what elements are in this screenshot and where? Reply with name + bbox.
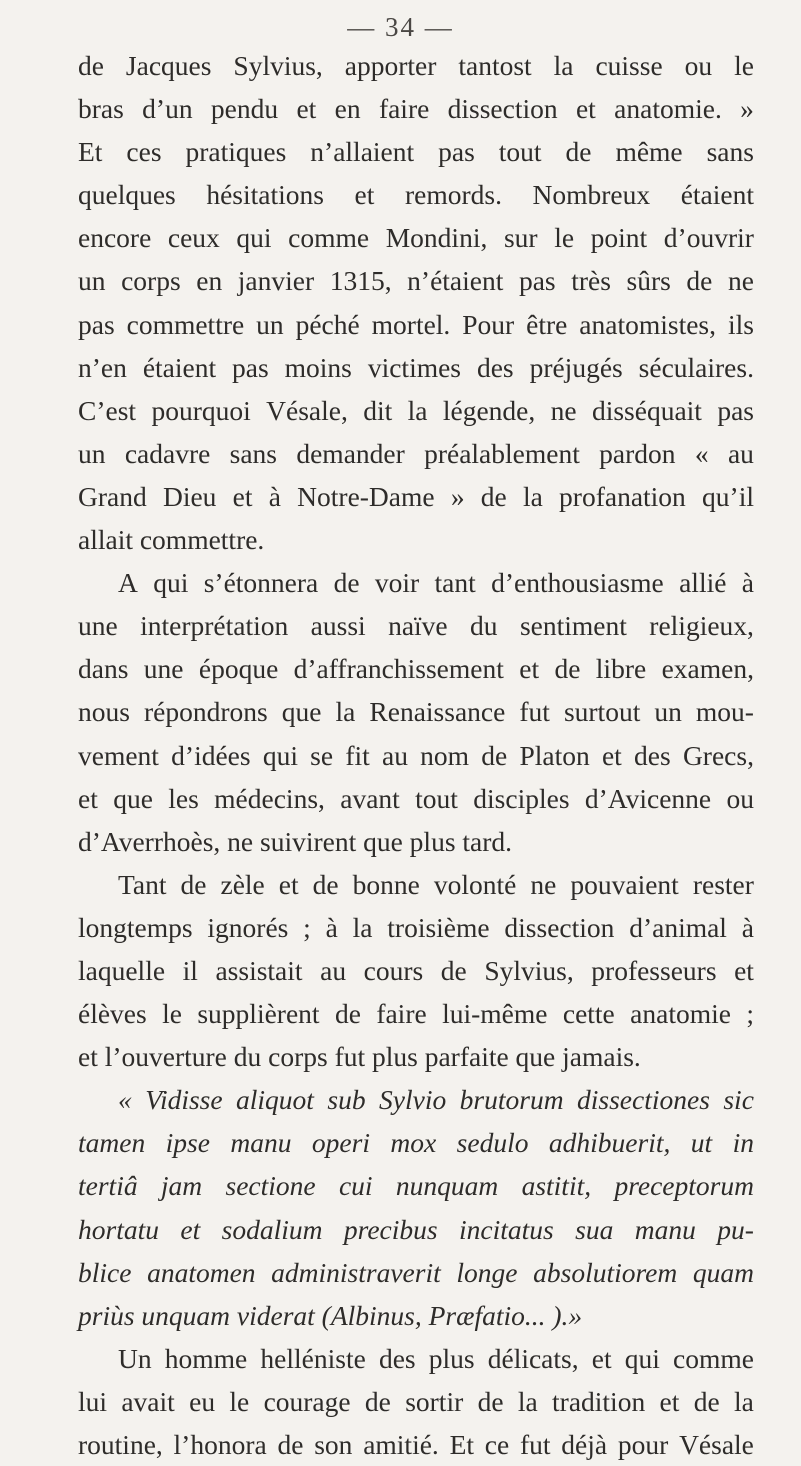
text-line: [78, 1208, 754, 1251]
word: blice: [78, 1256, 132, 1288]
word: longtemps: [78, 911, 193, 943]
word: Tant: [118, 868, 167, 900]
word: de: [686, 265, 713, 297]
word: manu: [230, 1127, 292, 1159]
word: cadavre: [124, 437, 211, 469]
word: étaient: [680, 179, 754, 211]
word: sua: [575, 1213, 614, 1245]
body-text: [78, 44, 754, 1466]
word: janvier: [237, 265, 315, 297]
word: apporter: [344, 50, 437, 81]
word: allié: [679, 567, 727, 599]
word: Platon: [519, 739, 590, 771]
word: bonne: [352, 868, 420, 900]
word: et: [296, 93, 317, 125]
word: astitit,: [521, 1170, 592, 1202]
word: anatomie: [630, 998, 731, 1030]
word: sedulo: [456, 1127, 529, 1159]
word: sub: [327, 1084, 366, 1116]
text-line: [78, 303, 754, 346]
word: quam: [692, 1256, 754, 1288]
word: Pour: [462, 308, 515, 340]
word: nous: [78, 696, 130, 728]
word: lui: [78, 1385, 108, 1417]
word: de: [440, 954, 467, 986]
word: préjugés: [529, 351, 623, 383]
word: légende,: [442, 394, 536, 426]
word: qui: [236, 222, 272, 254]
word: une: [143, 653, 184, 685]
text-line: priùs unquam viderat (Albinus, Præfatio... ).»: [78, 1299, 583, 1331]
word: Sylvio: [379, 1084, 447, 1116]
word: aussi: [310, 610, 366, 642]
text-line: [78, 1164, 754, 1207]
word: Vidisse: [145, 1084, 223, 1116]
word: étaient: [142, 351, 217, 383]
text-line: [78, 561, 754, 604]
word: de: [277, 1429, 304, 1460]
text-line: [78, 44, 754, 87]
word: interprétation: [140, 610, 289, 642]
word: «: [694, 437, 709, 469]
word: d’ouvrir: [663, 222, 754, 254]
word: et: [601, 739, 622, 771]
word: Jacques: [125, 50, 212, 81]
word: incitatus: [459, 1213, 554, 1245]
word: preceptorum: [614, 1170, 754, 1202]
word: Notre-Dame: [297, 480, 435, 512]
word: de: [565, 136, 592, 168]
word: de: [312, 868, 339, 900]
word: dit: [363, 394, 393, 426]
word: une: [78, 610, 118, 642]
word: manu: [634, 1213, 696, 1245]
text-line: [78, 475, 754, 518]
word: de: [180, 868, 207, 900]
word: élèves: [78, 998, 147, 1030]
word: examen,: [661, 653, 754, 685]
word: Grecs,: [682, 739, 754, 771]
word: Renaissance: [369, 696, 506, 728]
word: pourquoi: [151, 394, 251, 426]
word: au: [727, 437, 754, 469]
word: in: [732, 1127, 754, 1159]
word: d’enthousiasme: [491, 567, 664, 599]
word: brutorum: [459, 1084, 564, 1116]
word: Grand: [78, 480, 147, 512]
word: volonté: [433, 868, 517, 900]
word: ces: [126, 136, 162, 168]
word: et: [180, 1213, 201, 1245]
word: la: [335, 696, 356, 728]
word: d’affranchissement: [293, 653, 504, 685]
text-line: [78, 87, 754, 130]
word: ne: [550, 394, 577, 426]
word: pu-: [717, 1213, 754, 1245]
word: la: [517, 1385, 538, 1417]
word: fut: [519, 1429, 551, 1460]
word: laquelle: [78, 954, 166, 986]
word: et: [232, 480, 253, 512]
word: tout: [498, 136, 542, 168]
word: victimes: [367, 351, 462, 383]
word: anatomie.: [614, 93, 722, 125]
word: ce: [484, 1429, 510, 1460]
word: de: [693, 1385, 720, 1417]
word: répondrons: [143, 696, 268, 728]
word: s’étonnera: [203, 567, 319, 599]
word: corps: [121, 265, 181, 297]
word: un: [256, 308, 284, 340]
word: l’honora: [173, 1429, 267, 1460]
word: préalablement: [424, 437, 580, 469]
word: de: [554, 653, 581, 685]
text-line: [78, 1121, 754, 1164]
word: adhibuerit,: [548, 1127, 671, 1159]
word: de: [334, 998, 361, 1030]
word: la: [407, 394, 428, 426]
word: naïve: [388, 610, 448, 642]
word: avait: [121, 1385, 175, 1417]
word: et: [659, 1385, 680, 1417]
word: quelques: [78, 179, 176, 211]
word: professeurs: [591, 954, 717, 986]
word: ceux: [167, 222, 220, 254]
text-line: [78, 432, 754, 475]
word: homme: [164, 1342, 248, 1374]
word: être: [526, 308, 568, 340]
word: pour: [617, 1429, 669, 1460]
word: de: [333, 567, 360, 599]
word: Vésale,: [266, 394, 348, 426]
word: ils: [727, 308, 754, 340]
word: ignorés: [207, 911, 289, 943]
word: à: [268, 480, 281, 512]
word: la: [352, 911, 373, 943]
text-line: [78, 1078, 754, 1121]
word: la: [733, 1385, 754, 1417]
word: disciples: [473, 782, 570, 814]
text-line: [78, 1337, 754, 1380]
word: sodalium: [221, 1213, 323, 1245]
text-line: [78, 173, 754, 216]
text-line: [78, 734, 754, 777]
word: »: [740, 93, 754, 125]
text-line: [78, 647, 754, 690]
word: hortatu: [78, 1213, 159, 1245]
word: cui: [338, 1170, 373, 1202]
word: absolutiorem: [533, 1256, 678, 1288]
text-line: [78, 906, 754, 949]
word: sûrs: [626, 265, 671, 297]
word: remords.: [404, 179, 502, 211]
word: de: [477, 1385, 504, 1417]
word: ne: [530, 868, 557, 900]
word: à: [741, 567, 754, 599]
word: Nombreux: [532, 179, 651, 211]
word: Dieu: [162, 480, 217, 512]
word: tout: [415, 782, 458, 814]
word: demander: [296, 437, 405, 469]
word: ;: [746, 998, 754, 1030]
word: les: [168, 782, 199, 814]
word: helléniste: [260, 1342, 366, 1374]
text-line: [78, 992, 754, 1035]
word: dans: [78, 653, 129, 685]
text-line: et l’ouverture du corps fut plus parfaite que jamais.: [78, 1041, 641, 1073]
word: faire: [376, 998, 427, 1030]
text-line: [78, 130, 754, 173]
word: moins: [284, 351, 352, 383]
word: ou: [726, 782, 754, 814]
word: et: [78, 782, 98, 814]
word: se: [310, 739, 334, 771]
word: mox: [390, 1127, 437, 1159]
word: le: [554, 222, 575, 254]
word: pas: [78, 308, 115, 340]
word: ;: [303, 911, 311, 943]
word: dissectiones: [577, 1084, 710, 1116]
word: pas: [518, 265, 556, 297]
word: commettre: [126, 308, 245, 340]
word: hésitations: [206, 179, 324, 211]
word: même: [615, 136, 683, 168]
word: pas: [438, 136, 475, 168]
word: le: [229, 1385, 250, 1417]
word: et: [575, 93, 596, 125]
word: Sylvius,: [233, 50, 323, 81]
word: A: [118, 567, 138, 599]
word: religieux,: [649, 610, 754, 642]
word: mortel.: [371, 308, 451, 340]
word: de: [481, 739, 508, 771]
text-line: [78, 863, 754, 906]
word: dissection: [447, 93, 558, 125]
text-line: [78, 604, 754, 647]
word: tantost: [458, 50, 532, 81]
word: de: [78, 50, 104, 81]
word: ne: [727, 265, 754, 297]
word: fut: [519, 696, 550, 728]
word: séculaires.: [638, 351, 754, 383]
word: en: [334, 93, 361, 125]
word: au: [320, 954, 347, 986]
word: il: [182, 954, 198, 986]
text-line: allait commettre.: [78, 524, 265, 556]
word: sectione: [225, 1170, 316, 1202]
word: anatomen: [147, 1256, 256, 1288]
word: son: [314, 1429, 353, 1460]
word: vement: [78, 739, 159, 771]
word: et: [278, 868, 299, 900]
word: fit: [345, 739, 370, 771]
word: délicats,: [487, 1342, 579, 1374]
word: longe: [456, 1256, 518, 1288]
word: ou: [684, 50, 713, 81]
word: un: [78, 265, 106, 297]
word: la: [522, 480, 543, 512]
text-line: [78, 346, 754, 389]
text-line: [78, 389, 754, 432]
word: eu: [189, 1385, 216, 1417]
word: tertiâ: [78, 1170, 138, 1202]
word: pas: [717, 394, 754, 426]
text-line: [78, 259, 754, 302]
word: point: [590, 222, 648, 254]
word: médecins,: [214, 782, 325, 814]
word: libre: [595, 653, 647, 685]
word: avant: [340, 782, 400, 814]
word: d’Avicenne: [584, 782, 712, 814]
word: époque: [198, 653, 279, 685]
text-line: d’Averrhoès, ne suivirent que plus tard.: [78, 825, 513, 857]
word: déjà: [561, 1429, 608, 1460]
word: sans: [706, 136, 754, 168]
word: Vésale: [679, 1429, 754, 1460]
word: bras: [78, 93, 124, 125]
word: d’un: [142, 93, 193, 125]
word: encore: [78, 222, 152, 254]
word: à: [325, 911, 338, 943]
word: sans: [229, 437, 278, 469]
word: tradition: [552, 1385, 646, 1417]
word: sentiment: [519, 610, 627, 642]
word: nom: [420, 739, 470, 771]
word: Et: [78, 136, 103, 168]
word: tant: [434, 567, 476, 599]
word: «: [118, 1084, 132, 1116]
word: de: [480, 480, 507, 512]
word: cuisse: [595, 50, 663, 81]
word: des: [476, 351, 514, 383]
word: qui: [153, 567, 189, 599]
word: precibus: [343, 1213, 438, 1245]
word: cours: [363, 954, 424, 986]
text-line: [78, 777, 754, 820]
word: operi: [311, 1127, 370, 1159]
word: un: [654, 696, 682, 728]
word: Mondini,: [385, 222, 488, 254]
word: profanation: [559, 480, 686, 512]
word: n’étaient: [407, 265, 504, 297]
word: comme: [673, 1342, 754, 1374]
word: et: [591, 1342, 612, 1374]
word: comme: [288, 222, 370, 254]
word: anatomistes,: [579, 308, 717, 340]
word: d’animal: [629, 911, 727, 943]
text-line: [78, 1251, 754, 1294]
word: de: [364, 1385, 391, 1417]
word: amitié.: [363, 1429, 439, 1460]
word: n’allaient: [310, 136, 415, 168]
word: pendu: [210, 93, 279, 125]
word: péché: [295, 308, 360, 340]
word: sic: [723, 1084, 754, 1116]
word: ipse: [165, 1127, 210, 1159]
word: du: [470, 610, 498, 642]
word: voir: [374, 567, 420, 599]
word: des: [378, 1342, 416, 1374]
word: un: [78, 437, 106, 469]
text-line: [78, 690, 754, 733]
word: qui: [262, 739, 298, 771]
word: cette: [562, 998, 615, 1030]
word: lui-même: [442, 998, 548, 1030]
text-line: [78, 1423, 754, 1466]
text-line: [78, 949, 754, 992]
text-line: [78, 216, 754, 259]
word: n’en: [78, 351, 127, 383]
word: assistait: [215, 954, 303, 986]
word: le: [734, 50, 754, 81]
word: et: [354, 179, 375, 211]
word: d’idées: [171, 739, 251, 771]
word: pas: [232, 351, 269, 383]
word: pratiques: [185, 136, 287, 168]
word: et: [519, 653, 540, 685]
word: qu’il: [702, 480, 754, 512]
word: des: [634, 739, 671, 771]
word: »: [450, 480, 465, 512]
word: Sylvius,: [484, 954, 574, 986]
word: routine,: [78, 1429, 163, 1460]
word: aliquot: [236, 1084, 314, 1116]
word: et: [734, 954, 754, 986]
word: très: [571, 265, 611, 297]
word: disséquait: [591, 394, 702, 426]
word: Et: [449, 1429, 475, 1460]
page-number: — 34 —: [347, 12, 454, 42]
word: pardon: [599, 437, 676, 469]
word: qui: [624, 1342, 660, 1374]
word: rester: [692, 868, 754, 900]
word: mou-: [695, 696, 754, 728]
word: ut: [690, 1127, 713, 1159]
word: le: [162, 998, 182, 1030]
word: troisième: [387, 911, 490, 943]
word: à: [741, 911, 754, 943]
word: dissection: [504, 911, 615, 943]
text-line: [78, 1380, 754, 1423]
word: que: [281, 696, 322, 728]
word: 1315,: [329, 265, 392, 297]
word: sortir: [405, 1385, 464, 1417]
word: sur: [503, 222, 538, 254]
word: Un: [118, 1342, 152, 1374]
word: supplièrent: [197, 998, 320, 1030]
word: la: [553, 50, 574, 81]
word: surtout: [563, 696, 641, 728]
word: faire: [378, 93, 430, 125]
word: pouvaient: [570, 868, 679, 900]
word: en: [196, 265, 223, 297]
word: au: [381, 739, 408, 771]
word: que: [113, 782, 153, 814]
word: C’est: [78, 394, 137, 426]
word: courage: [263, 1385, 351, 1417]
word: zèle: [220, 868, 265, 900]
word: administraverit: [271, 1256, 441, 1288]
word: jam: [160, 1170, 203, 1202]
word: nunquam: [395, 1170, 499, 1202]
word: tamen: [78, 1127, 146, 1159]
word: plus: [428, 1342, 475, 1374]
